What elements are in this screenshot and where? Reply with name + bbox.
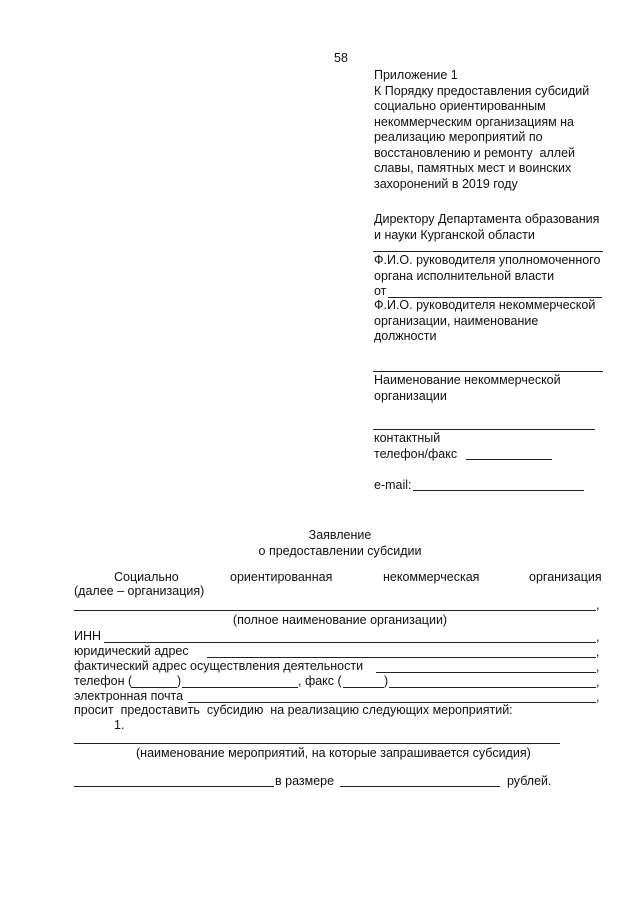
org-caption-line: организации — [374, 388, 447, 403]
official-caption-line: органа исполнительной власти — [374, 268, 555, 283]
phone-label: телефон ( — [74, 674, 133, 688]
appendix-line: восстановлению и ремонту аллей — [374, 145, 576, 160]
phone-close: ) — [177, 674, 182, 688]
events-field-line[interactable] — [74, 743, 560, 744]
director-line: и науки Курганской области — [374, 227, 535, 242]
appendix-line: социально ориентированным — [374, 99, 546, 113]
appendix-line: захоронений в 2019 году — [374, 176, 518, 191]
appendix-line: Приложение 1 — [374, 68, 458, 82]
intro-word: организация — [529, 570, 602, 584]
comma: , — [596, 690, 600, 704]
director-line: Директору Департамента образования — [374, 212, 600, 226]
fax-code-field[interactable] — [343, 687, 384, 688]
head-caption-line: Ф.И.О. руководителя некоммерческой — [374, 298, 596, 312]
request-text: просит предоставить субсидию на реализацию следующих мероприятий: — [74, 703, 513, 717]
actual-address-label: фактический адрес осуществления деятельности — [74, 659, 364, 673]
intro-word: ориентированная — [230, 570, 333, 584]
application-title: Заявление — [308, 528, 372, 542]
org-email-label: электронная почта — [74, 689, 184, 703]
actual-address-field-line[interactable] — [376, 672, 596, 673]
official-name-line[interactable] — [373, 251, 603, 252]
comma: , — [596, 645, 600, 659]
email-field-line[interactable] — [413, 490, 584, 491]
head-caption-line: организации, наименование — [374, 313, 539, 328]
phone-fax-field-line[interactable] — [466, 459, 552, 460]
amount-label: в размере — [275, 774, 335, 788]
fax-close: ) — [384, 674, 389, 688]
application-subtitle: о предоставлении субсидии — [258, 544, 422, 558]
currency-label: рублей. — [507, 774, 552, 788]
intro-continuation: (далее – организация) — [74, 584, 205, 598]
intro-word: Социально — [114, 570, 179, 584]
org-name-line[interactable] — [373, 371, 603, 372]
full-name-field-line[interactable] — [74, 610, 596, 611]
from-label: от — [374, 284, 387, 298]
full-name-caption: (полное наименование организации) — [232, 613, 448, 627]
contact-line: контактный — [374, 431, 441, 445]
amount-words-field-line[interactable] — [74, 786, 274, 787]
legal-address-label: юридический адрес — [74, 644, 189, 658]
inn-field-line[interactable] — [104, 642, 596, 643]
contact-line: телефон/факс — [374, 446, 458, 461]
comma: , — [596, 630, 600, 644]
appendix-line: славы, памятных мест и воинских — [374, 161, 572, 175]
org-caption-line: Наименование некоммерческой — [374, 373, 561, 387]
email-label: e-mail: — [374, 478, 412, 492]
intro-word: некоммерческая — [383, 570, 480, 584]
fax-number-field[interactable] — [389, 687, 596, 688]
comma: , — [596, 660, 600, 674]
head-caption-line: должности — [374, 329, 437, 343]
comma: , — [596, 675, 600, 689]
fax-label: , факс ( — [298, 674, 342, 688]
appendix-line: реализацию мероприятий по — [374, 130, 543, 144]
appendix-line: некоммерческим организациям на — [374, 114, 575, 129]
official-caption-line: Ф.И.О. руководителя уполномоченного — [374, 253, 601, 267]
inn-label: ИНН — [74, 629, 102, 643]
page-number: 58 — [334, 51, 348, 65]
contact-top-line[interactable] — [373, 429, 595, 430]
legal-address-field-line[interactable] — [207, 657, 596, 658]
phone-number-field[interactable] — [182, 687, 298, 688]
comma: , — [596, 598, 600, 612]
phone-code-field[interactable] — [131, 687, 177, 688]
events-caption: (наименование мероприятий, на которые запрашивается субсидия) — [136, 746, 531, 760]
item-number: 1. — [114, 718, 125, 732]
amount-field-line[interactable] — [340, 786, 500, 787]
appendix-line: К Порядку предоставления субсидий — [374, 83, 590, 98]
